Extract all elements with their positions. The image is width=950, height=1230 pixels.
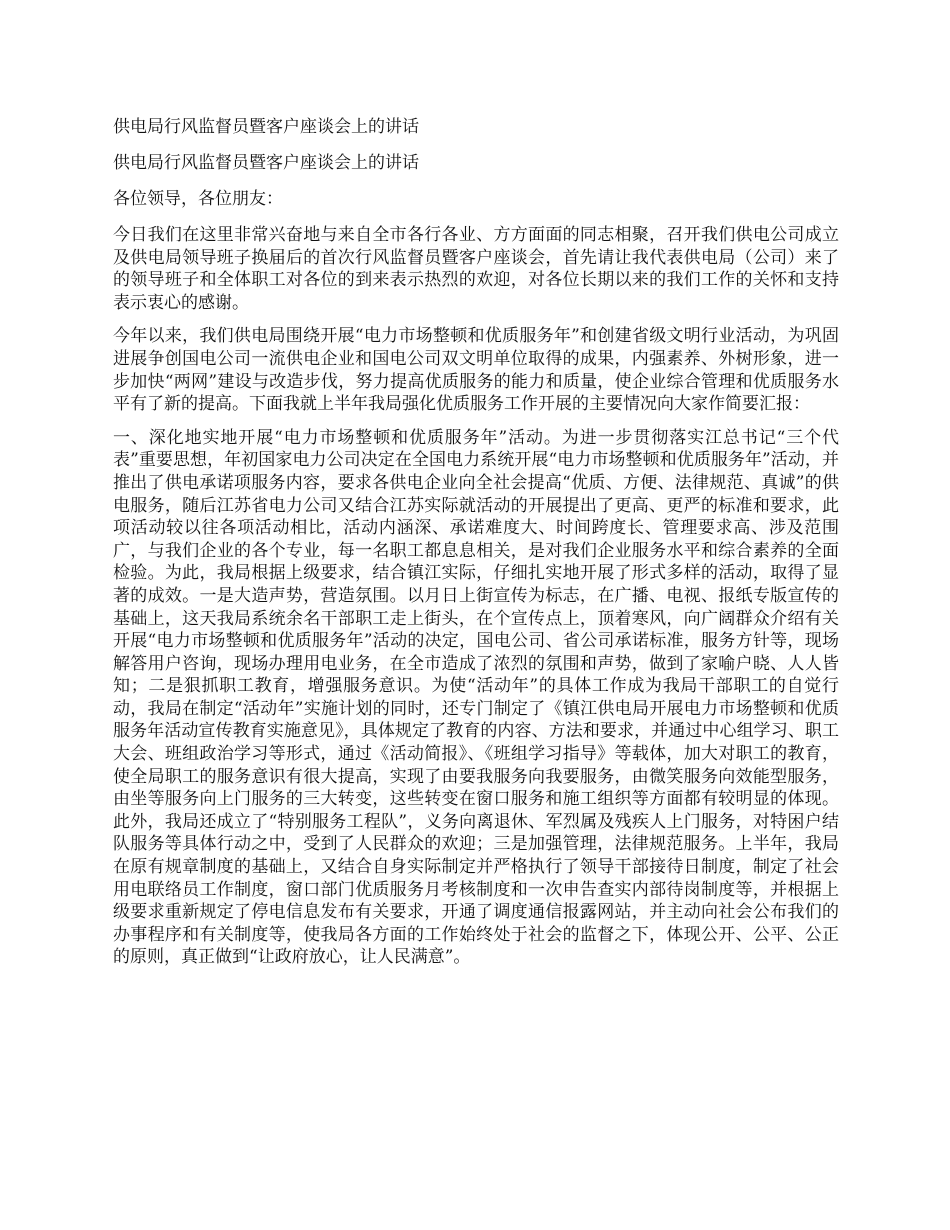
paragraph-opening: 今日我们在这里非常兴奋地与来自全市各行各业、方方面面的同志相聚，召开我们供电公司成立及供电局领导班子换届后的首次行风监督员暨客户座谈会，首先请让我代表供电局（公司）来了的领导班子和全体职工对各位的到来表示热烈的欢迎，对各位长期以来的我们工作的关怀和支持表示衷心的感谢。: [113, 225, 839, 313]
document-page: [113, 116, 839, 980]
paragraph-section-one: 一、深化地实地开展“电力市场整顿和优质服务年”活动。为进一步贯彻落实江总书记“三个代表”重要思想，年初国家电力公司决定在全国电力系统开展“电力市场整顿和优质服务年”活动，并推出了供电承诺项服务内容，要求各供电企业向全社会提高“优质、方便、法律规范、真诚”的供电服务，随后江苏省电力公司又结合江苏实际就活动的开展提出了更高、更严的标准和要求，此项活动较以往各项活动相比，活动内涵深、承诺难度大、时间跨度长、管理要求高、涉及范围广，与我们企业的各个专业，每一名职工都息息相关，是对我们企业服务水平和综合素养的全面检验。为此，我局根据上级要求，结合镇江实际，仔细扎实地开展了形式多样的活动，取得了显著的成效。一是大造声势，营造氛围。以月日上街宣传为标志，在广播、电视、报纸专版宣传的基础上，这天我局系统余名干部职工走上街头，在个宣传点上，顶着寒风，向广阔群众介绍有关开展“电力市场整顿和优质服务年”活动的决定，国电公司、省公司承诺标准，服务方针等，现场解答用户咨询，现场办理用电业务，在全市造成了浓烈的氛围和声势，做到了家喻户晓、人人皆知；二是狠抓职工教育，增强服务意识。为使“活动年”的具体工作成为我局干部职工的自觉行动，我局在制定“活动年”实施计划的同时，还专门制定了《镇江供电局开展电力市场整顿和优质服务年活动宣传教育实施意见》，具体规定了教育的内容、方法和要求，并通过中心组学习、职工大会、班组政治学习等形式，通过《活动简报》、《班组学习指导》等载体，加大对职工的教育，使全局职工的服务意识有很大提高，实现了由要我服务向我要服务，由微笑服务向效能型服务，由坐等服务向上门服务的三大转变，这些转变在窗口服务和施工组织等方面都有较明显的体现。此外，我局还成立了“特别服务工程队”，义务向离退休、军烈属及残疾人上门服务，对特困户结队服务等具体行动之中，受到了人民群众的欢迎；三是加强管理，法律规范服务。上半年，我局在原有规章制度的基础上，又结合自身实际制定并严格执行了领导干部接待日制度，制定了社会用电联络员工作制度，窗口部门优质服务月考核制度和一次申告查实内部待岗制度等，并根据上级要求重新规定了停电信息发布有关要求，开通了调度通信报露网站，并主动向社会公布我们的办事程序和有关制度等，使我局各方面的工作始终处于社会的监督之下，体现公开、公平、公正的原则，真正做到“让政府放心，让人民满意”。: [113, 427, 839, 968]
document-title: 供电局行风监督员暨客户座谈会上的讲话: [113, 117, 419, 137]
salutation: 各位领导，各位朋友：: [113, 189, 283, 209]
paragraph-summary: 今年以来，我们供电局围绕开展“电力市场整顿和优质服务年”和创建省级文明行业活动，为巩固进展争创国电公司一流供电企业和国电公司双文明单位取得的成果，内强素养、外树形象，进一步加快“两网”建设与改造步伐，努力提高优质服务的能力和质量，使企业综合管理和优质服务水平有了新的提高。下面我就上半年我局强化优质服务工作开展的主要情况向大家作简要汇报：: [113, 326, 839, 415]
document-subtitle: 供电局行风监督员暨客户座谈会上的讲话: [113, 153, 419, 173]
